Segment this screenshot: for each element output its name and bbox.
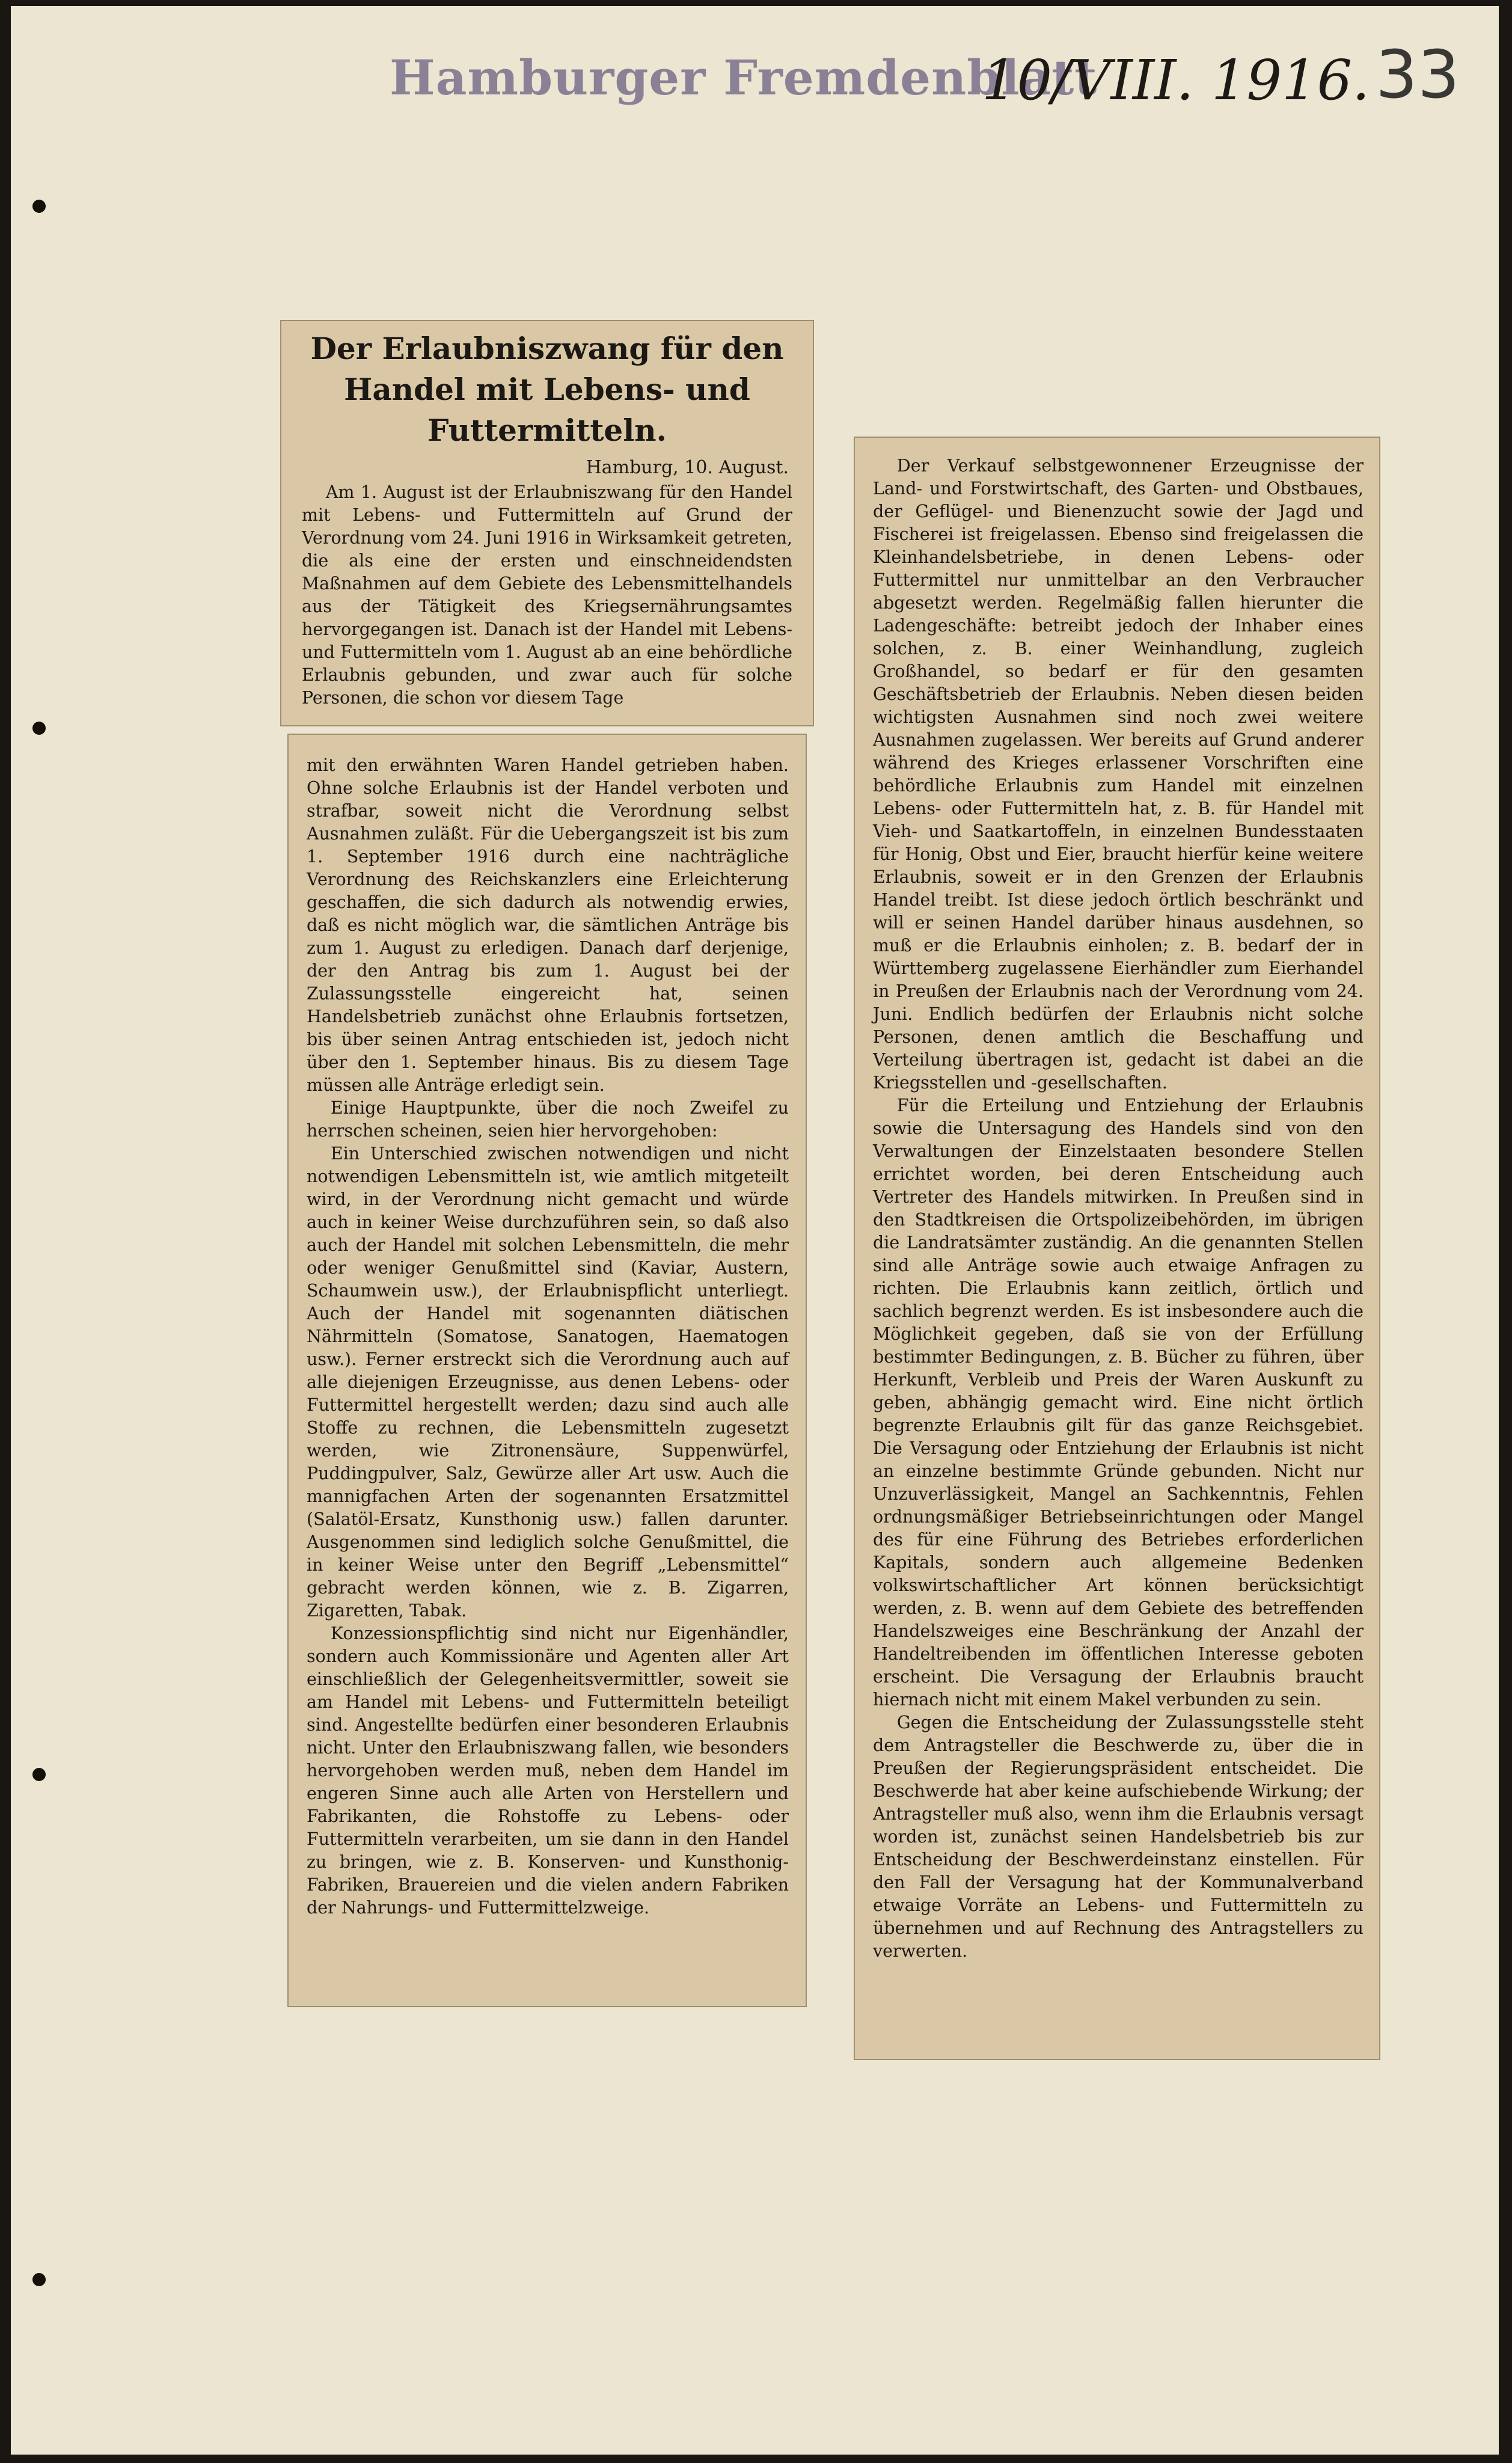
clipping-continuation-left	[287, 734, 807, 2007]
article-paragraph: Am 1. August ist der Erlaubniszwang für den Handel mit Lebens- und Futtermitteln auf Grund der Verordnung vom 24. Juni 1916 in Wirksamkeit getreten, die als eine der ersten und einschneidendsten Maßnahmen auf dem Gebiete des Lebensmittelhandels aus der Tätigkeit des Kriegsernährungsamtes hervorgegangen ist. Danach ist der Handel mit Lebens- und Futtermitteln vom 1. August ab an eine behördliche Erlaubnis gebunden, und zwar auch für solche Personen, die schon vor diesem Tage	[302, 482, 792, 708]
dateline: Hamburg, 10. August.	[586, 457, 789, 478]
clipping-headline-article	[280, 320, 814, 726]
article-paragraph: Der Verkauf selbstgewonnener Erzeugnisse der Land- und Forstwirtschaft, des Garten- und Obstbaues, der Geflügel- und Bienenzucht sowie der Jagd und Fischerei ist freigelassen. Ebenso sind freigelassen die Kleinhandelsbetriebe, in denen Lebens- oder Futtermittel nur unmittelbar an den Verbraucher abgesetzt werden. Regelmäßig fallen hierunter die Ladengeschäfte: betreibt jedoch der Inhaber eines solchen, z. B. einer Weinhandlung, zugleich Großhandel, so bedarf er für den gesamten Geschäftsbetrieb der Erlaubnis. Neben diesen beiden wichtigsten Ausnahmen sind noch zwei weitere Ausnahmen zugelassen. Wer bereits auf Grund anderer während des Krieges erlassener Vorschriften eine behördliche Erlaubnis zum Handel mit einzelnen Lebens- oder Futtermitteln hat, z. B. für Handel mit Vieh- und Saatkartoffeln, in einzelnen Bundesstaaten für Honig, Obst und Eier, braucht hierfür keine weitere Erlaubnis, soweit er in den Grenzen der Erlaubnis Handel treibt. Ist diese jedoch örtlich beschränkt und will er seinen Handel darüber hinaus ausdehnen, so muß er die Erlaubnis einholen; z. B. bedarf der in Württemberg zugelassene Eierhändler zum Eierhandel in Preußen der Erlaubnis nach der Verordnung vom 24. Juni. Endlich bedürfen der Erlaubnis nicht solche Personen, denen amtlich die Beschaffung und Verteilung übertragen ist, gedacht ist dabei an die Kriegsstellen und -gesellschaften.	[873, 456, 1364, 1093]
article-paragraph: mit den erwähnten Waren Handel getrieben haben. Ohne solche Erlaubnis ist der Handel verboten und strafbar, soweit nicht die Verordnung selbst Ausnahmen zuläßt. Für die Uebergangszeit ist bis zum 1. September 1916 durch eine nachträgliche Verordnung des Reichskanzlers eine Erleichterung geschaffen, die sich dadurch als notwendig erwies, daß es nicht möglich war, die sämtlichen Anträge bis zum 1. August zu erledigen. Danach darf derjenige, der den Antrag bis zum 1. August bei der Zulassungsstelle eingereicht hat, seinen Handelsbetrieb zunächst ohne Erlaubnis fortsetzen, bis über seinen Antrag entschieden ist, jedoch nicht über den 1. September hinaus. Bis zu diesem Tage müssen alle Anträge erledigt sein.	[307, 755, 789, 1095]
article-paragraph: Konzessionspflichtig sind nicht nur Eigenhändler, sondern auch Kommissionäre und Agenten aller Art einschließlich der Gelegenheitsvermittler, soweit sie am Handel mit Lebens- und Futtermitteln beteiligt sind. Angestellte bedürfen einer besonderen Erlaubnis nicht. Unter den Erlaubniszwang fallen, wie besonders hervorgehoben werden muß, neben dem Handel im engeren Sinne auch alle Arten von Herstellern und Fabrikanten, die Rohstoffe zu Lebens- oder Futtermitteln verarbeiten, um sie dann in den Handel zu bringen, wie z. B. Konserven- und Kunsthonig-Fabriken, Brauereien und die vielen andern Fabriken der Nahrungs- und Futtermittelzweige.	[307, 1624, 789, 1918]
article-paragraph: Einige Hauptpunkte, über die noch Zweifel zu herrschen scheinen, seien hier hervorgehoben:	[307, 1098, 789, 1141]
newspaper-stamp: Hamburger Fremdenblatt	[390, 49, 1098, 106]
article-paragraph: Für die Erteilung und Entziehung der Erlaubnis sowie die Untersagung des Handels sind von den Verwaltungen der Einzelstaaten besondere Stellen errichtet worden, bei deren Entscheidung auch Vertreter des Handels mitwirken. In Preußen sind in den Stadtkreisen die Ortspolizeibehörden, im übrigen die Landratsämter zuständig. An die genannten Stellen sind alle Anträge sowie auch etwaige Anfragen zu richten. Die Erlaubnis kann zeitlich, örtlich und sachlich begrenzt werden. Es ist insbesondere auch die Möglichkeit gegeben, daß sie von der Erfüllung bestimmter Bedingungen, z. B. Bücher zu führen, über Herkunft, Verbleib und Preis der Waren Auskunft zu geben, abhängig gemacht wird. Eine nicht örtlich begrenzte Erlaubnis gilt für das ganze Reichsgebiet. Die Versagung oder Entziehung der Erlaubnis ist nicht an einzelne bestimmte Gründe gebunden. Nicht nur Unzuverlässigkeit, Mangel an Sachkenntnis, Fehlen ordnungsmäßiger Betriebseinrichtungen oder Mangel des für eine Führung des Betriebes erforderlichen Kapitals, sondern auch allgemeine Bedenken volkswirtschaftlicher Art können berücksichtigt werden, z. B. wenn auf dem Gebiete des betreffenden Handelszweiges eine Beschränkung der Anzahl der Handeltreibenden im öffentlichen Interesse geboten erscheint. Die Versagung der Erlaubnis braucht hiernach nicht mit einem Makel verbunden zu sein.	[873, 1096, 1364, 1710]
punch-hole	[32, 200, 46, 213]
punch-hole	[32, 1768, 46, 1781]
article-headline: Der Erlaubniszwang für den Handel mit Lebens- und Futtermitteln.	[310, 331, 784, 448]
article-paragraph: Gegen die Entscheidung der Zulassungsstelle steht dem Antragsteller die Beschwerde zu, über die in Preußen der Regierungspräsident entscheidet. Die Beschwerde hat aber keine aufschiebende Wirkung; der Antragsteller muß also, wenn ihm die Erlaubnis versagt worden ist, zunächst seinen Handelsbetrieb bis zur Entscheidung der Beschwerdeinstanz einstellen. Für den Fall der Versagung hat der Kommunalverband etwaige Vorräte an Lebens- und Futtermitteln zu übernehmen und auf Rechnung des Antragstellers zu verwerten.	[873, 1713, 1364, 1961]
article-paragraph: Ein Unterschied zwischen notwendigen und nicht notwendigen Lebensmitteln ist, wie amtlich mitgeteilt wird, in der Verordnung nicht gemacht und würde auch in keiner Weise durchzuführen sein, so daß also auch der Handel mit solchen Lebensmitteln, die mehr oder weniger Genußmittel sind (Kaviar, Austern, Schaumwein usw.), der Erlaubnispflicht unterliegt. Auch der Handel mit sogenannten diätischen Nährmitteln (Somatose, Sanatogen, Haematogen usw.). Ferner erstreckt sich die Verordnung auch auf alle diejenigen Erzeugnisse, aus denen Lebens- oder Futtermittel hergestellt werden; dazu sind auch alle Stoffe zu rechnen, die Lebensmitteln zugesetzt werden, wie Zitronensäure, Suppenwürfel, Puddingpulver, Salz, Gewürze aller Art usw. Auch die mannigfachen Arten der sogenannten Ersatzmittel (Salatöl-Ersatz, Kunsthonig usw.) fallen darunter. Ausgenommen sind lediglich solche Genußmittel, die in keiner Weise unter den Begriff „Lebensmittel“ gebracht werden können, wie z. B. Zigarren, Zigaretten, Tabak.	[307, 1144, 789, 1621]
clipping-continuation-right	[854, 437, 1380, 2060]
punch-hole	[32, 2273, 46, 2286]
punch-hole	[32, 722, 46, 735]
page-number: 33	[1376, 36, 1460, 113]
archive-sheet	[11, 6, 1499, 2455]
handwritten-date: 10/VIII. 1916.	[982, 48, 1370, 112]
